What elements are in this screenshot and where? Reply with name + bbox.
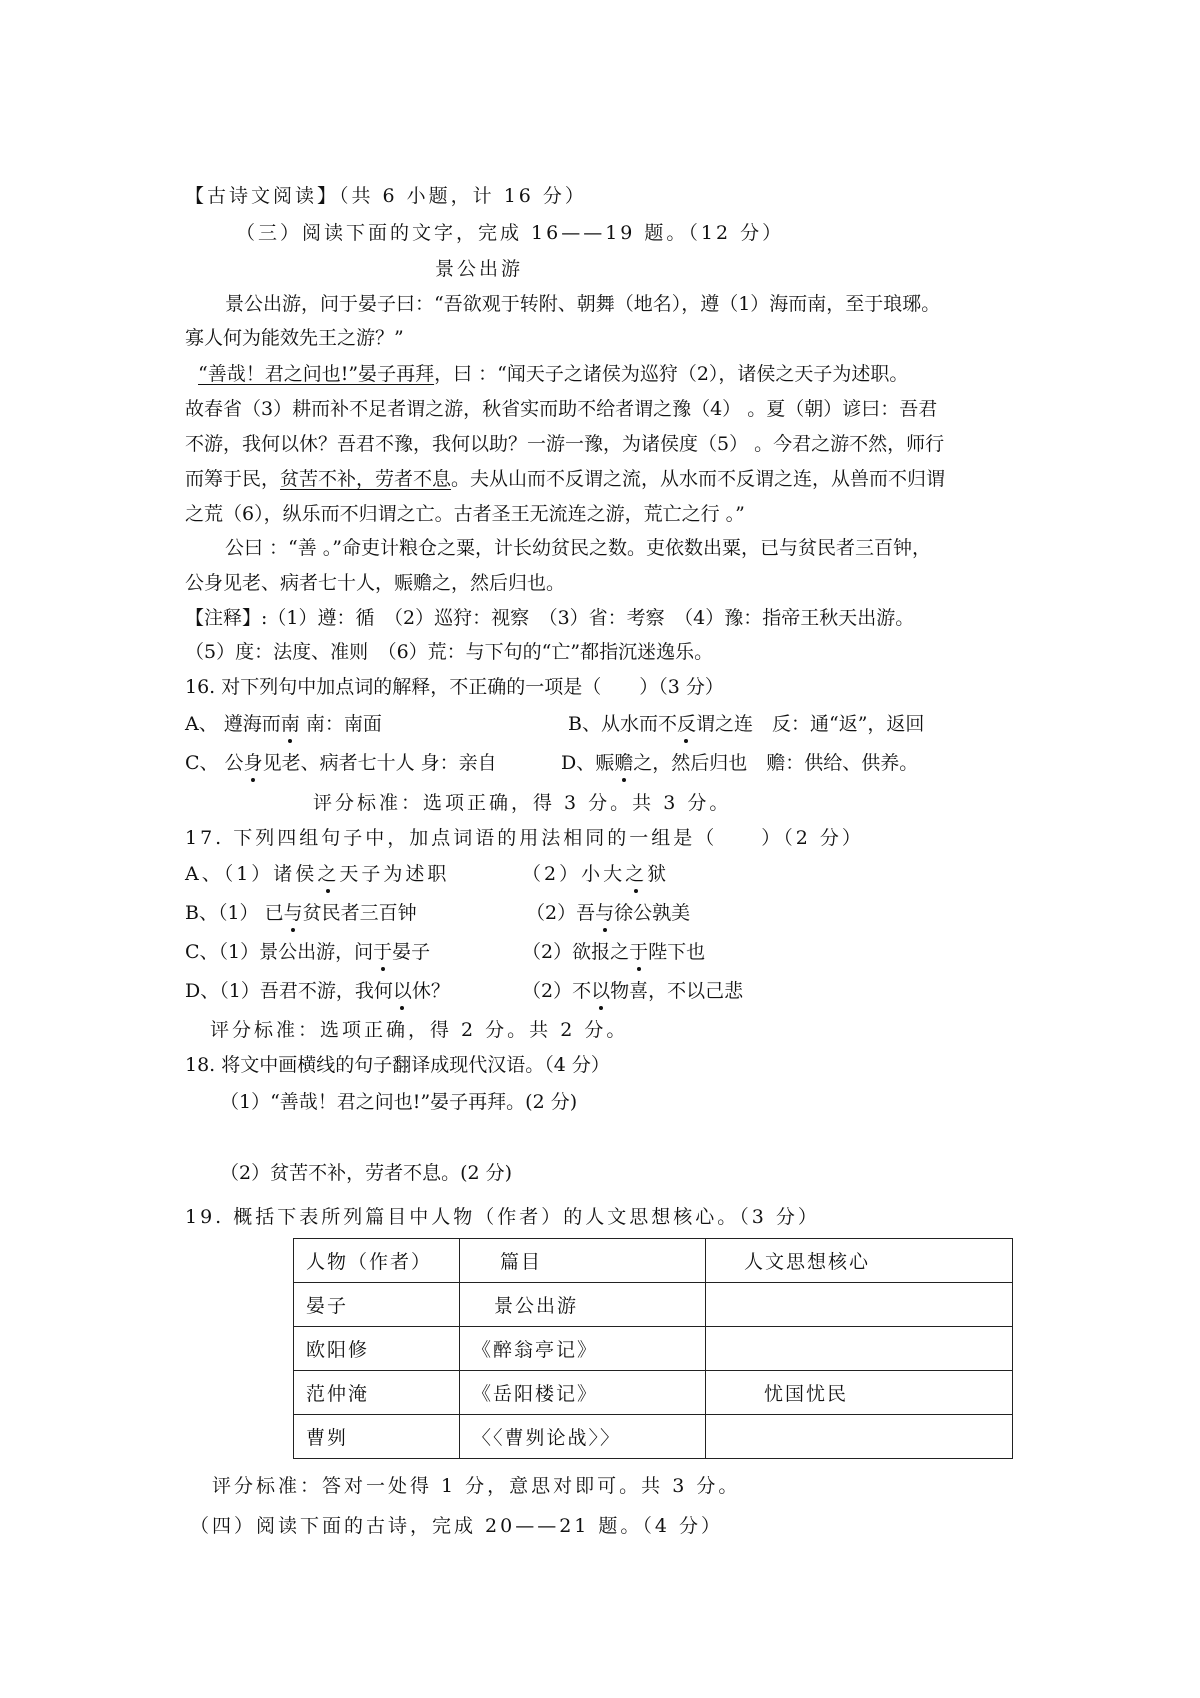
q16-option-c: C、 公身见老、病者七十人 身：亲自 <box>185 752 497 774</box>
dotted-word: 之 <box>625 863 648 885</box>
q17-c2: （2）欲报之于陛下也 <box>522 941 706 963</box>
table-cell: 《岳阳楼记》 <box>460 1371 706 1415</box>
q17-b2: （2）吾与徐公孰美 <box>526 902 691 924</box>
table-header-cell: 人文思想核心 <box>706 1239 1013 1283</box>
table-cell <box>706 1283 1013 1327</box>
dotted-word: 于 <box>629 941 649 963</box>
table-cell: 景公出游 <box>460 1283 706 1327</box>
table-cell: 范仲淹 <box>294 1371 460 1415</box>
dotted-word: 身 <box>243 752 263 774</box>
q17-b1: B、（1） 已与贫民者三百钟 <box>185 902 417 924</box>
q17-a1: A、（1）诸侯之天子为述职 <box>185 863 450 885</box>
q16-stem: 16. 对下列句中加点词的解释，不正确的一项是（ ）（3 分） <box>185 676 724 698</box>
table-row <box>294 1415 1013 1459</box>
passage-p1-line2: 寡人何为能效先王之游？” <box>185 327 404 349</box>
dotted-word: 于 <box>373 941 393 963</box>
underlined-sentence-2: 贫苦不补，劳者不息 <box>280 468 452 490</box>
table-cell: 欧阳修 <box>294 1327 460 1371</box>
passage-p2-line2: 故春省（3）耕而补不足者谓之游，秋省实而助不给者谓之豫（4） 。夏（朝）谚曰：吾君 <box>185 398 938 420</box>
passage-p2-line5: 之荒（6），纵乐而不归谓之亡。古者圣王无流连之游，荒亡之行 。” <box>185 503 745 525</box>
table-cell: 忧国忧民 <box>706 1371 1013 1415</box>
part3-intro: （三）阅读下面的文字，完成 16——19 题。（12 分） <box>236 222 785 244</box>
table-cell: 《醉翁亭记》 <box>460 1327 706 1371</box>
passage-title: 景公出游 <box>435 258 524 280</box>
q17-a2: （2）小大之狱 <box>522 863 670 885</box>
dotted-word: 以 <box>392 980 412 1002</box>
q17-stem: 17. 下列四组句子中，加点词语的用法相同的一组是（ ）（2 分） <box>185 827 864 849</box>
q16-scoring: 评分标准：选项正确，得 3 分。共 3 分。 <box>313 792 732 814</box>
q19-table <box>293 1238 1013 1459</box>
table-cell: 晏子 <box>294 1283 460 1327</box>
q17-scoring: 评分标准：选项正确，得 2 分。共 2 分。 <box>210 1019 629 1041</box>
dotted-word: 与 <box>283 902 303 924</box>
table-cell <box>706 1327 1013 1371</box>
passage-p3-line2: 公身见老、病者七十人，赈赡之，然后归也。 <box>185 572 566 594</box>
table-header-cell: 篇目 <box>460 1239 706 1283</box>
dotted-word: 反 <box>676 713 696 735</box>
q17-d2: （2）不以物喜，不以己悲 <box>522 980 744 1002</box>
q17-c1: C、（1）景公出游，问于晏子 <box>185 941 431 963</box>
notes-line1: 【注释】:（1）遵：循 （2）巡狩：视察 （3）省：考察 （4）豫：指帝王秋天出游。 <box>185 607 915 629</box>
table-cell: 〈〈曹刿论战〉〉 <box>460 1415 706 1459</box>
table-row <box>294 1283 1013 1327</box>
dotted-word: 与 <box>595 902 615 924</box>
q18-sentence-1: （1）“善哉！君之问也!”晏子再拜。(2 分) <box>220 1091 578 1113</box>
table-cell: 曹刿 <box>294 1415 460 1459</box>
dotted-word: 赡 <box>614 752 634 774</box>
part4-intro: （四）阅读下面的古诗，完成 20——21 题。（4 分） <box>190 1515 724 1537</box>
q18-sentence-2: （2）贫苦不补，劳者不息。(2 分) <box>220 1162 513 1184</box>
q18-stem: 18. 将文中画横线的句子翻译成现代汉语。（4 分） <box>185 1054 610 1076</box>
passage-p2-line1: “善哉！君之问也!”晏子再拜，曰 ：“闻天子之诸侯为巡狩（2），诸侯之天子为述职。 <box>198 363 909 385</box>
notes-line2: （5）度：法度、准则 （6）荒：与下句的“亡”都指沉迷逸乐。 <box>185 641 714 663</box>
section-header: 【古诗文阅读】（共 6 小题，计 16 分） <box>185 185 587 207</box>
passage-p2-line4: 而筹于民，贫苦不补，劳者不息。夫从山而不反谓之流，从水而不反谓之连，从兽而不归谓 <box>185 468 946 490</box>
dotted-word: 以 <box>591 980 611 1002</box>
q16-option-b: B、从水而不反谓之连 反：通“返”，返回 <box>568 713 925 735</box>
dotted-word: 之 <box>317 863 340 885</box>
underlined-sentence-1: “善哉！君之问也!”晏子再拜 <box>198 363 435 385</box>
q19-scoring: 评分标准：答对一处得 1 分，意思对即可。共 3 分。 <box>212 1475 741 1497</box>
table-header-row <box>294 1239 1013 1283</box>
table-row <box>294 1371 1013 1415</box>
q19-stem: 19. 概括下表所列篇目中人物（作者）的人文思想核心。（3 分） <box>185 1206 820 1228</box>
passage-p1-line1: 景公出游，问于晏子曰：“吾欲观于转附、朝舞（地名），遵（1）海而南，至于琅琊。 <box>225 293 941 315</box>
table-cell <box>706 1415 1013 1459</box>
passage-p2-line3: 不游，我何以休？吾君不豫，我何以助？一游一豫，为诸侯度（5） 。今君之游不然，师行 <box>185 433 945 455</box>
q17-d1: D、（1）吾君不游，我何以休？ <box>185 980 450 1002</box>
dotted-word: 南 <box>280 713 300 735</box>
q16-option-a: A、 遵海而南 南：南面 <box>185 713 382 735</box>
q16-option-d: D、赈赡之，然后归也 赡：供给、供养。 <box>561 752 919 774</box>
table-row <box>294 1327 1013 1371</box>
table-header-cell: 人物（作者） <box>294 1239 460 1283</box>
passage-p3-line1: 公曰 ：“善 。”命吏计粮仓之粟，计长幼贫民之数。吏依数出粟，已与贫民者三百钟， <box>225 537 932 559</box>
